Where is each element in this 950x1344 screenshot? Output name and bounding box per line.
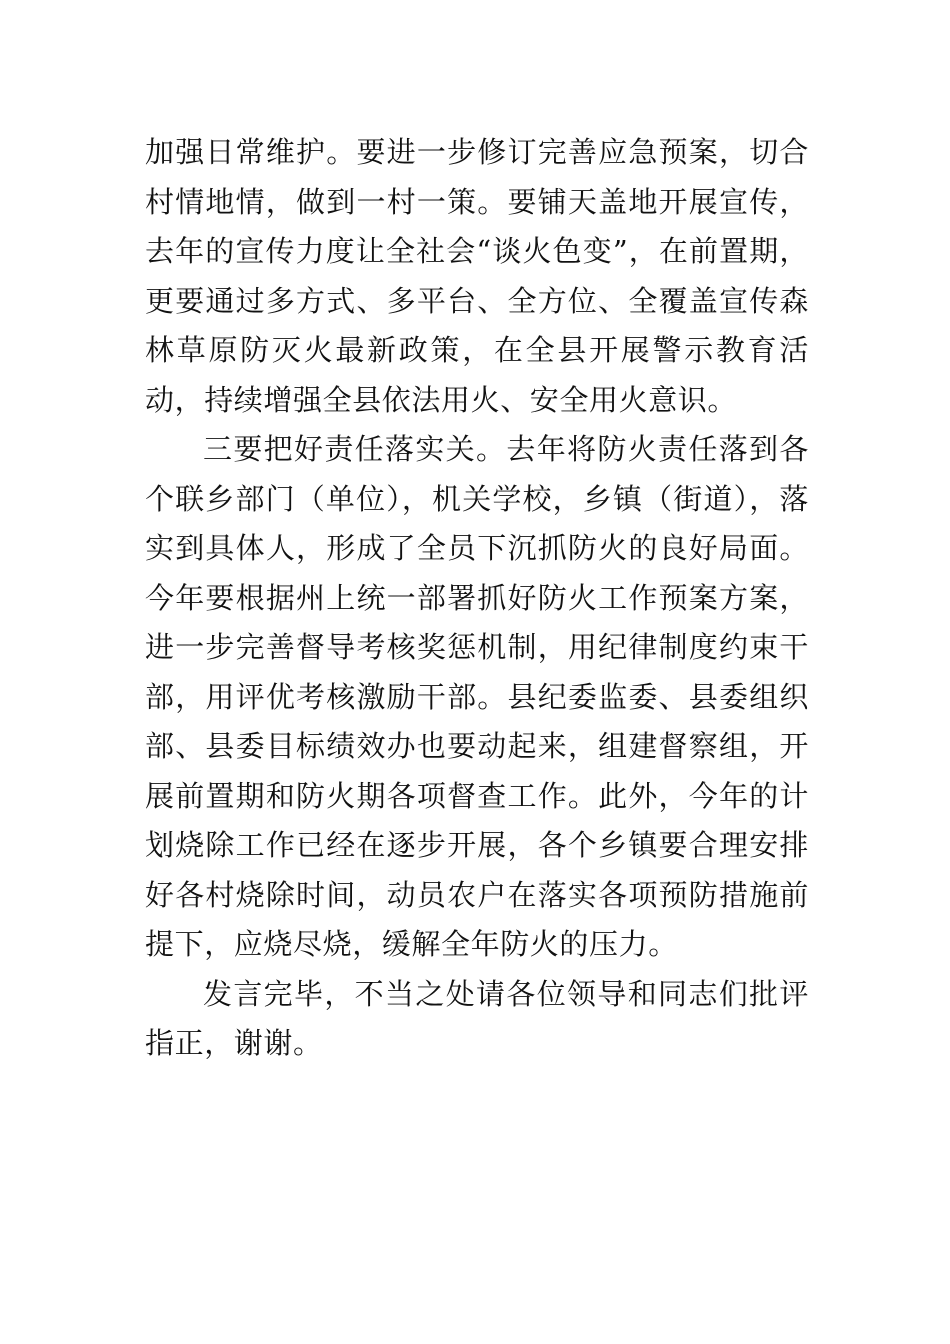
paragraph-closing: 发言完毕，不当之处请各位领导和同志们批评指正，谢谢。 (145, 976, 809, 1060)
document-body (145, 128, 809, 1069)
paragraph-responsibility: 三要把好责任落实关。去年将防火责任落到各个联乡部门（单位），机关学校，乡镇（街道），落实到具体人，形成了全员下沉抓防火的良好局面。今年要根据州上统一部署抓好防火工作预案方案，进一步完善督导考核奖惩机制，用纪律制度约束干部，用评优考核激励干部。县纪委监委、县委组织部、县委目标绩效办也要动起来，组建督察组，开展前置期和防火期各项督查工作。此外，今年的计划烧除工作已经在逐步开展，各个乡镇要合理安排好各村烧除时间，动员农户在落实各项预防措施前提下，应烧尽烧，缓解全年防火的压力。 (145, 432, 809, 961)
paragraph-continuation: 加强日常维护。要进一步修订完善应急预案，切合村情地情，做到一村一策。要铺天盖地开展宣传，去年的宣传力度让全社会“谈火色变”，在前置期，更要通过多方式、多平台、全方位、全覆盖宣传森林草原防灭火最新政策，在全县开展警示教育活动，持续增强全县依法用火、安全用火意识。 (145, 135, 809, 417)
